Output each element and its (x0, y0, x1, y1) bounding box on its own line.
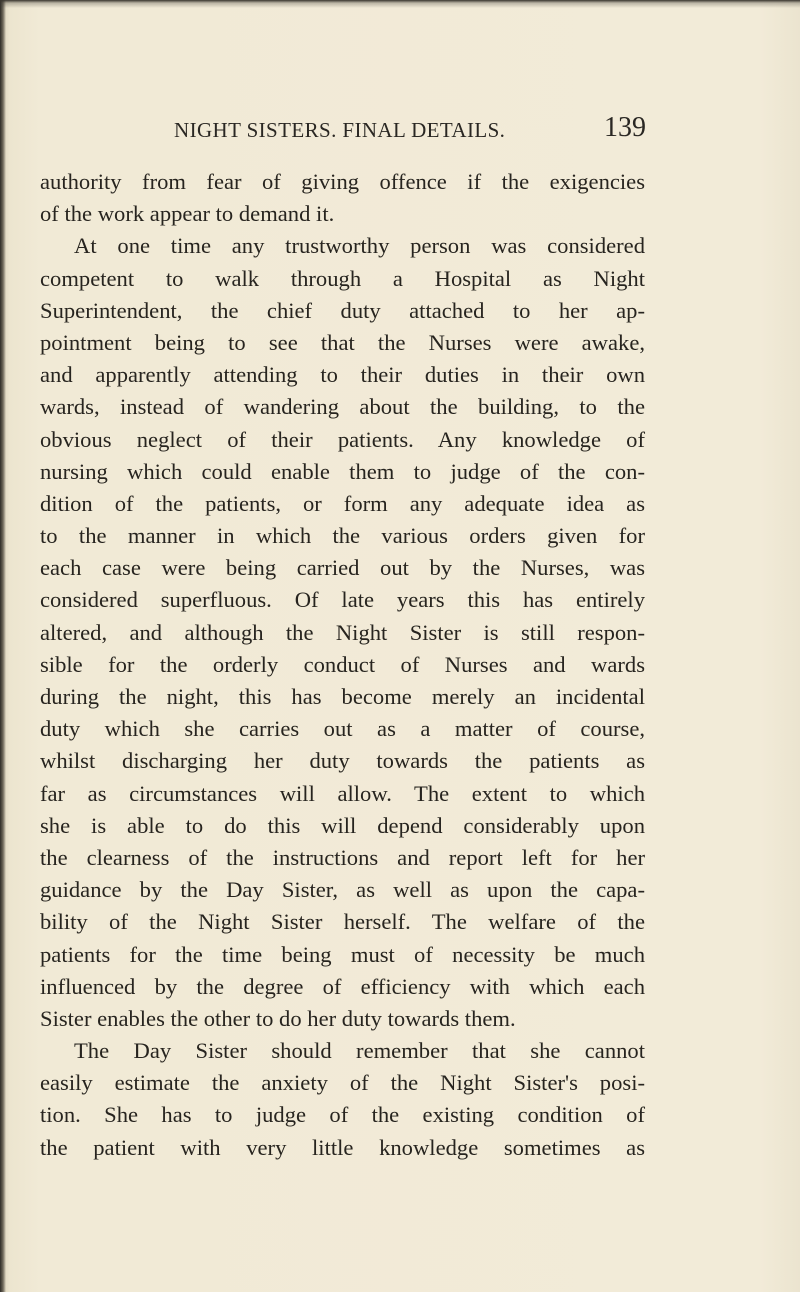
text-line: patients for the time being must of necessity be much (40, 941, 645, 967)
text-line: considered superfluous. Of late years this has entirely (40, 587, 645, 613)
text-line: influenced by the degree of efficiency with which each (40, 973, 645, 999)
text-line: bility of the Night Sister herself. The welfare of the (40, 909, 645, 935)
text-line: guidance by the Day Sister, as well as upon the capa- (40, 877, 645, 903)
text-line: obvious neglect of their patients. Any knowledge of (40, 426, 645, 452)
text-line: easily estimate the anxiety of the Night Sister's posi- (40, 1070, 645, 1096)
text-line: altered, and although the Night Sister is still respon- (40, 619, 645, 645)
text-line: each case were being carried out by the Nurses, was (40, 555, 645, 581)
text-line: and apparently attending to their duties in their own (40, 362, 645, 388)
text-line: dition of the patients, or form any adequate idea as (40, 490, 645, 516)
text-line: The Day Sister should remember that she cannot (74, 1038, 645, 1064)
text-line: whilst discharging her duty towards the patients as (40, 748, 645, 774)
text-line: pointment being to see that the Nurses were awake, (40, 329, 645, 355)
page-edge-shadow (0, 0, 6, 1292)
text-line: sible for the orderly conduct of Nurses and wards (40, 651, 645, 677)
text-line: tion. She has to judge of the existing condition of (40, 1102, 645, 1128)
running-head (0, 112, 800, 148)
page-top-shadow (0, 0, 800, 8)
page-number: 139 (604, 112, 646, 143)
text-line: competent to walk through a Hospital as Night (40, 265, 645, 291)
body-text (40, 166, 645, 1164)
text-line: authority from fear of giving offence if the exigencies (40, 169, 645, 194)
text-line: nursing which could enable them to judge of the con- (40, 458, 645, 484)
text-line: far as circumstances will allow. The extent to which (40, 780, 645, 806)
text-line: Sister enables the other to do her duty towards them. (40, 1005, 516, 1031)
text-line: during the night, this has become merely an incidental (40, 684, 645, 709)
text-line: At one time any trustworthy person was considered (74, 233, 645, 259)
text-line: to the manner in which the various orders given for (40, 523, 645, 549)
text-line: she is able to do this will depend considerably upon (40, 812, 645, 838)
text-line: of the work appear to demand it. (40, 201, 335, 227)
text-line: wards, instead of wandering about the building, to the (40, 394, 645, 420)
text-line: the patient with very little knowledge sometimes as (40, 1134, 645, 1160)
text-line: duty which she carries out as a matter of course, (40, 716, 645, 742)
text-line: Superintendent, the chief duty attached to her ap- (40, 297, 645, 323)
running-title: NIGHT SISTERS. FINAL DETAILS. (174, 118, 506, 142)
text-line: the clearness of the instructions and report left for her (40, 844, 645, 870)
